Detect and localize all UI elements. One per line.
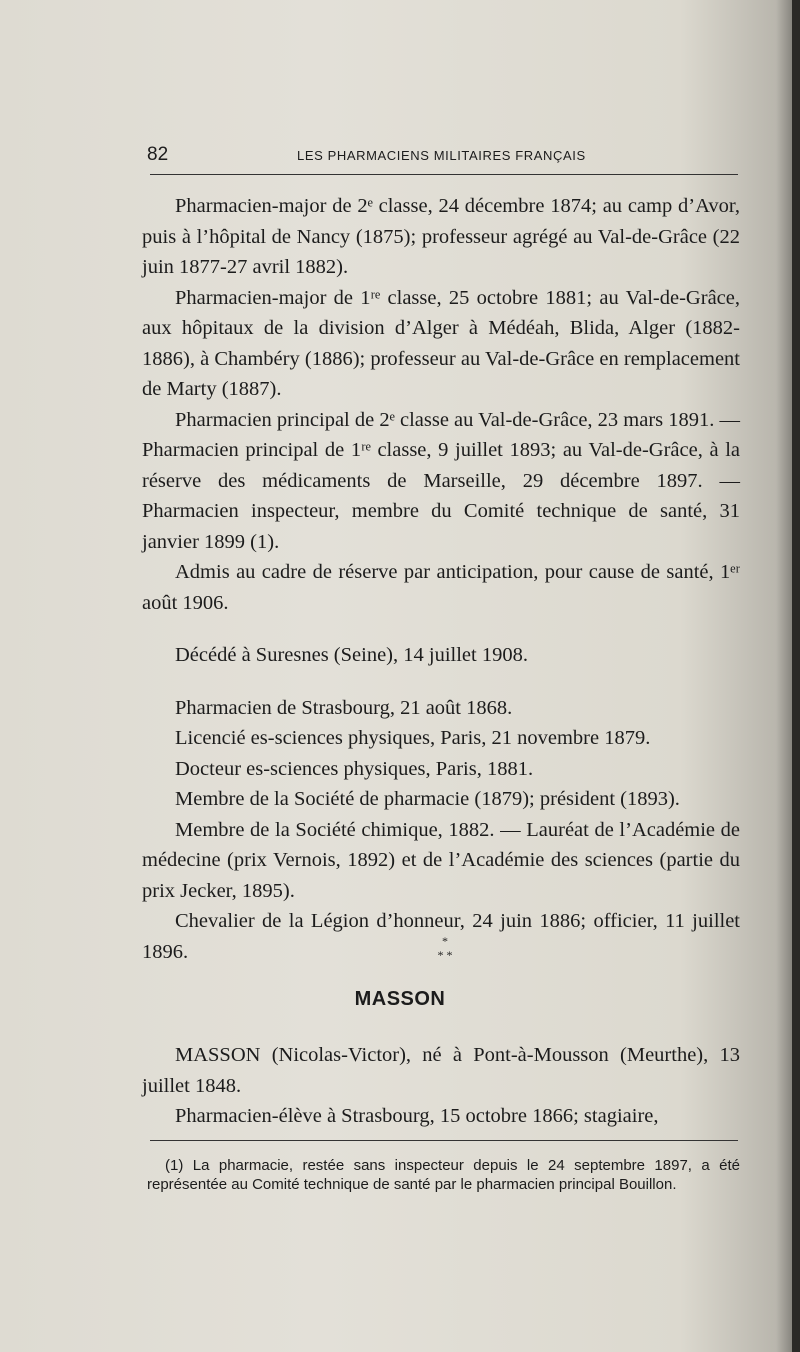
running-head [147,144,737,166]
paragraph: Pharmacien-major de 2ᵉ classe, 24 décembre 1874; au camp d’Avor, puis à l’hôpital de Nancy (1875); professeur agrégé au Val-de-Grâce (22 juin 1877-27 avril 1882). [142,195,740,278]
career-line: Membre de la Société de pharmacie (1879); président (1893). [175,788,680,810]
header-rule [150,174,738,175]
asterism-separator [420,934,470,962]
death-line: Décédé à Suresnes (Seine), 14 juillet 1908. [175,644,528,666]
career-line: Membre de la Société chimique, 1882. — Lauréat de l’Académie de médecine (prix Vernois, 1892) et de l’Académie des sciences (partie du prix Jecker, 1895). [142,818,740,902]
career-line: Pharmacien de Strasbourg, 21 août 1868. [175,696,513,719]
footnote-rule [150,1140,738,1141]
entry-body [142,191,740,967]
page-edge-shadow [792,0,800,1352]
paragraph: MASSON (Nicolas-Victor), né à Pont-à-Mousson (Meurthe), 13 juillet 1848. [142,1044,740,1097]
running-head-title: LES PHARMACIENS MILITAIRES FRANÇAIS [297,148,586,163]
footnote [147,1156,740,1194]
section-heading: MASSON [354,988,446,1010]
footnote-text: (1) La pharmacie, restée sans inspecteur depuis le 24 septembre 1897, a été représentée au Comité technique de santé par le pharmacien principal Bouillon. [147,1157,740,1193]
career-line: Docteur es-sciences physiques, Paris, 1881. [175,757,534,780]
asterism-bottom: * * [437,948,453,962]
paragraph: Pharmacien-élève à Strasbourg, 15 octobre 1866; stagiaire, [175,1105,659,1127]
asterism-top: * [442,934,448,948]
entry-body [142,1040,740,1132]
paragraph: Pharmacien principal de 2ᵉ classe au Val-de-Grâce, 23 mars 1891. — Pharmacien principal de 1ʳᵉ classe, 9 juillet 1893; au Val-de-Grâce, à la réserve des médicaments de Marseille, 29 décembre 1897. — Pharmacien inspecteur, membre du Comité technique de santé, 31 janvier 1899 (1). [142,408,741,553]
paragraph: Pharmacien-major de 1ʳᵉ classe, 25 octobre 1881; au Val-de-Grâce, aux hôpitaux de la division d’Alger à Médéah, Blida, Alger (1882-1886), à Chambéry (1886); professeur au Val-de-Grâce en remplacement de Marty (1887). [142,286,740,400]
page-number: 82 [147,144,169,165]
career-line: Chevalier de la Légion d’honneur, 24 juin 1886; officier, 11 juillet 1896. [142,910,740,963]
paragraph: Admis au cadre de réserve par anticipation, pour cause de santé, 1ᵉʳ août 1906. [142,561,740,614]
career-line: Licencié es-sciences physiques, Paris, 21 novembre 1879. [175,727,651,749]
